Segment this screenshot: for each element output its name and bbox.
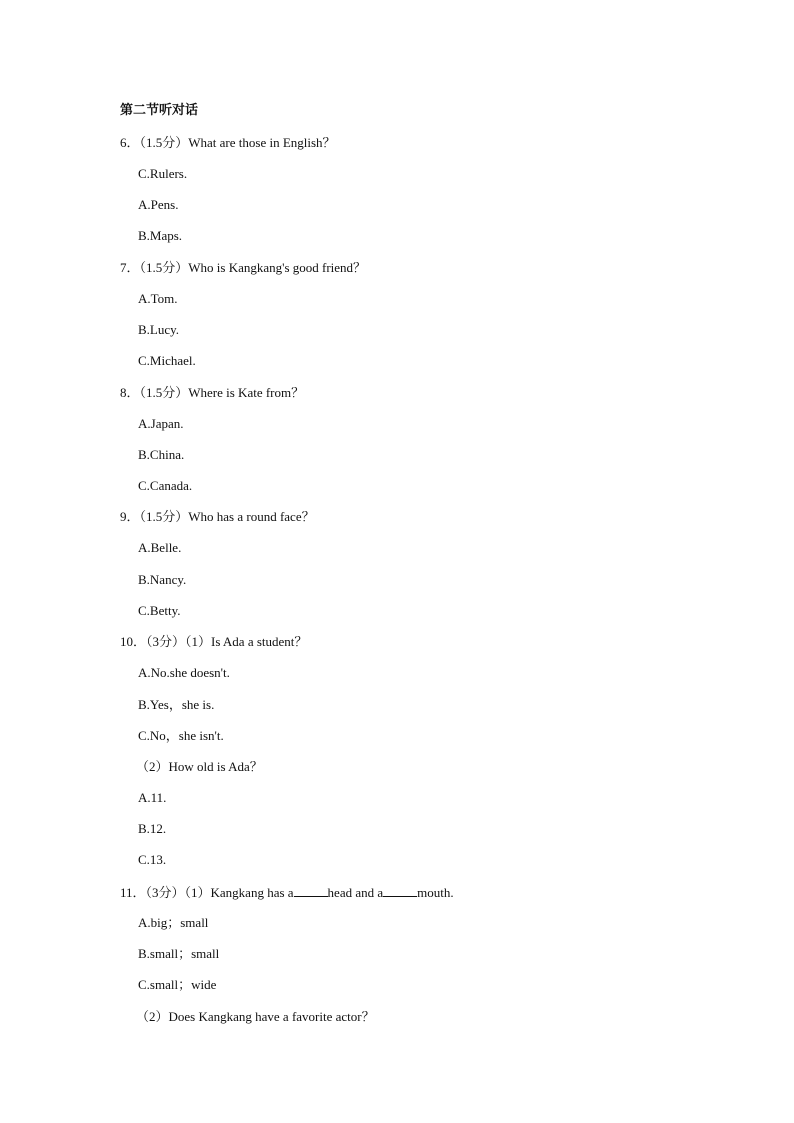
question-11-stem-part: head and a	[327, 885, 384, 900]
question-10-sub-option: C.13.	[138, 852, 167, 867]
question-9-stem: 9．（1.5分）Who has a round face？	[120, 509, 315, 524]
question-10-option: B.Yes，she is.	[138, 697, 215, 712]
section-title: 第二节听对话	[120, 103, 199, 118]
question-11-stem	[120, 884, 454, 901]
question-8-stem: 8．（1.5分）Where is Kate from？	[120, 385, 305, 400]
question-11-sub-stem: （2）Does Kangkang have a favorite actor？	[136, 1009, 375, 1024]
question-11-stem-part: mouth.	[417, 885, 454, 900]
question-8-option: B.China.	[138, 447, 185, 462]
question-9-option: A.Belle.	[138, 540, 182, 555]
question-10-option: A.No.she doesn't.	[138, 665, 230, 680]
question-9-option: C.Betty.	[138, 603, 181, 618]
question-6-stem: 6．（1.5分）What are those in English？	[120, 135, 336, 150]
question-8-option: A.Japan.	[138, 416, 184, 431]
question-10-sub-option: B.12.	[138, 821, 167, 836]
question-7-option: C.Michael.	[138, 353, 196, 368]
question-11-option: C.small；wide	[138, 977, 217, 992]
answer-blank	[383, 884, 417, 897]
question-10-stem: 10．（3分）（1）Is Ada a student？	[120, 634, 308, 649]
question-6-option: A.Pens.	[138, 197, 179, 212]
question-8-option: C.Canada.	[138, 478, 193, 493]
answer-blank	[294, 884, 328, 897]
question-7-option: B.Lucy.	[138, 322, 180, 337]
question-6-option: C.Rulers.	[138, 166, 188, 181]
question-10-option: C.No，she isn't.	[138, 728, 224, 743]
question-7-option: A.Tom.	[138, 291, 178, 306]
question-11-stem-part: 11．（3分）（1）Kangkang has a	[120, 885, 294, 900]
question-9-option: B.Nancy.	[138, 572, 187, 587]
question-10-sub-option: A.11.	[138, 790, 167, 805]
question-6-option: B.Maps.	[138, 228, 183, 243]
question-11-option: B.small；small	[138, 946, 220, 961]
question-11-option: A.big；small	[138, 915, 209, 930]
question-10-sub-stem: （2）How old is Ada？	[136, 759, 263, 774]
question-7-stem: 7．（1.5分）Who is Kangkang's good friend？	[120, 260, 367, 275]
